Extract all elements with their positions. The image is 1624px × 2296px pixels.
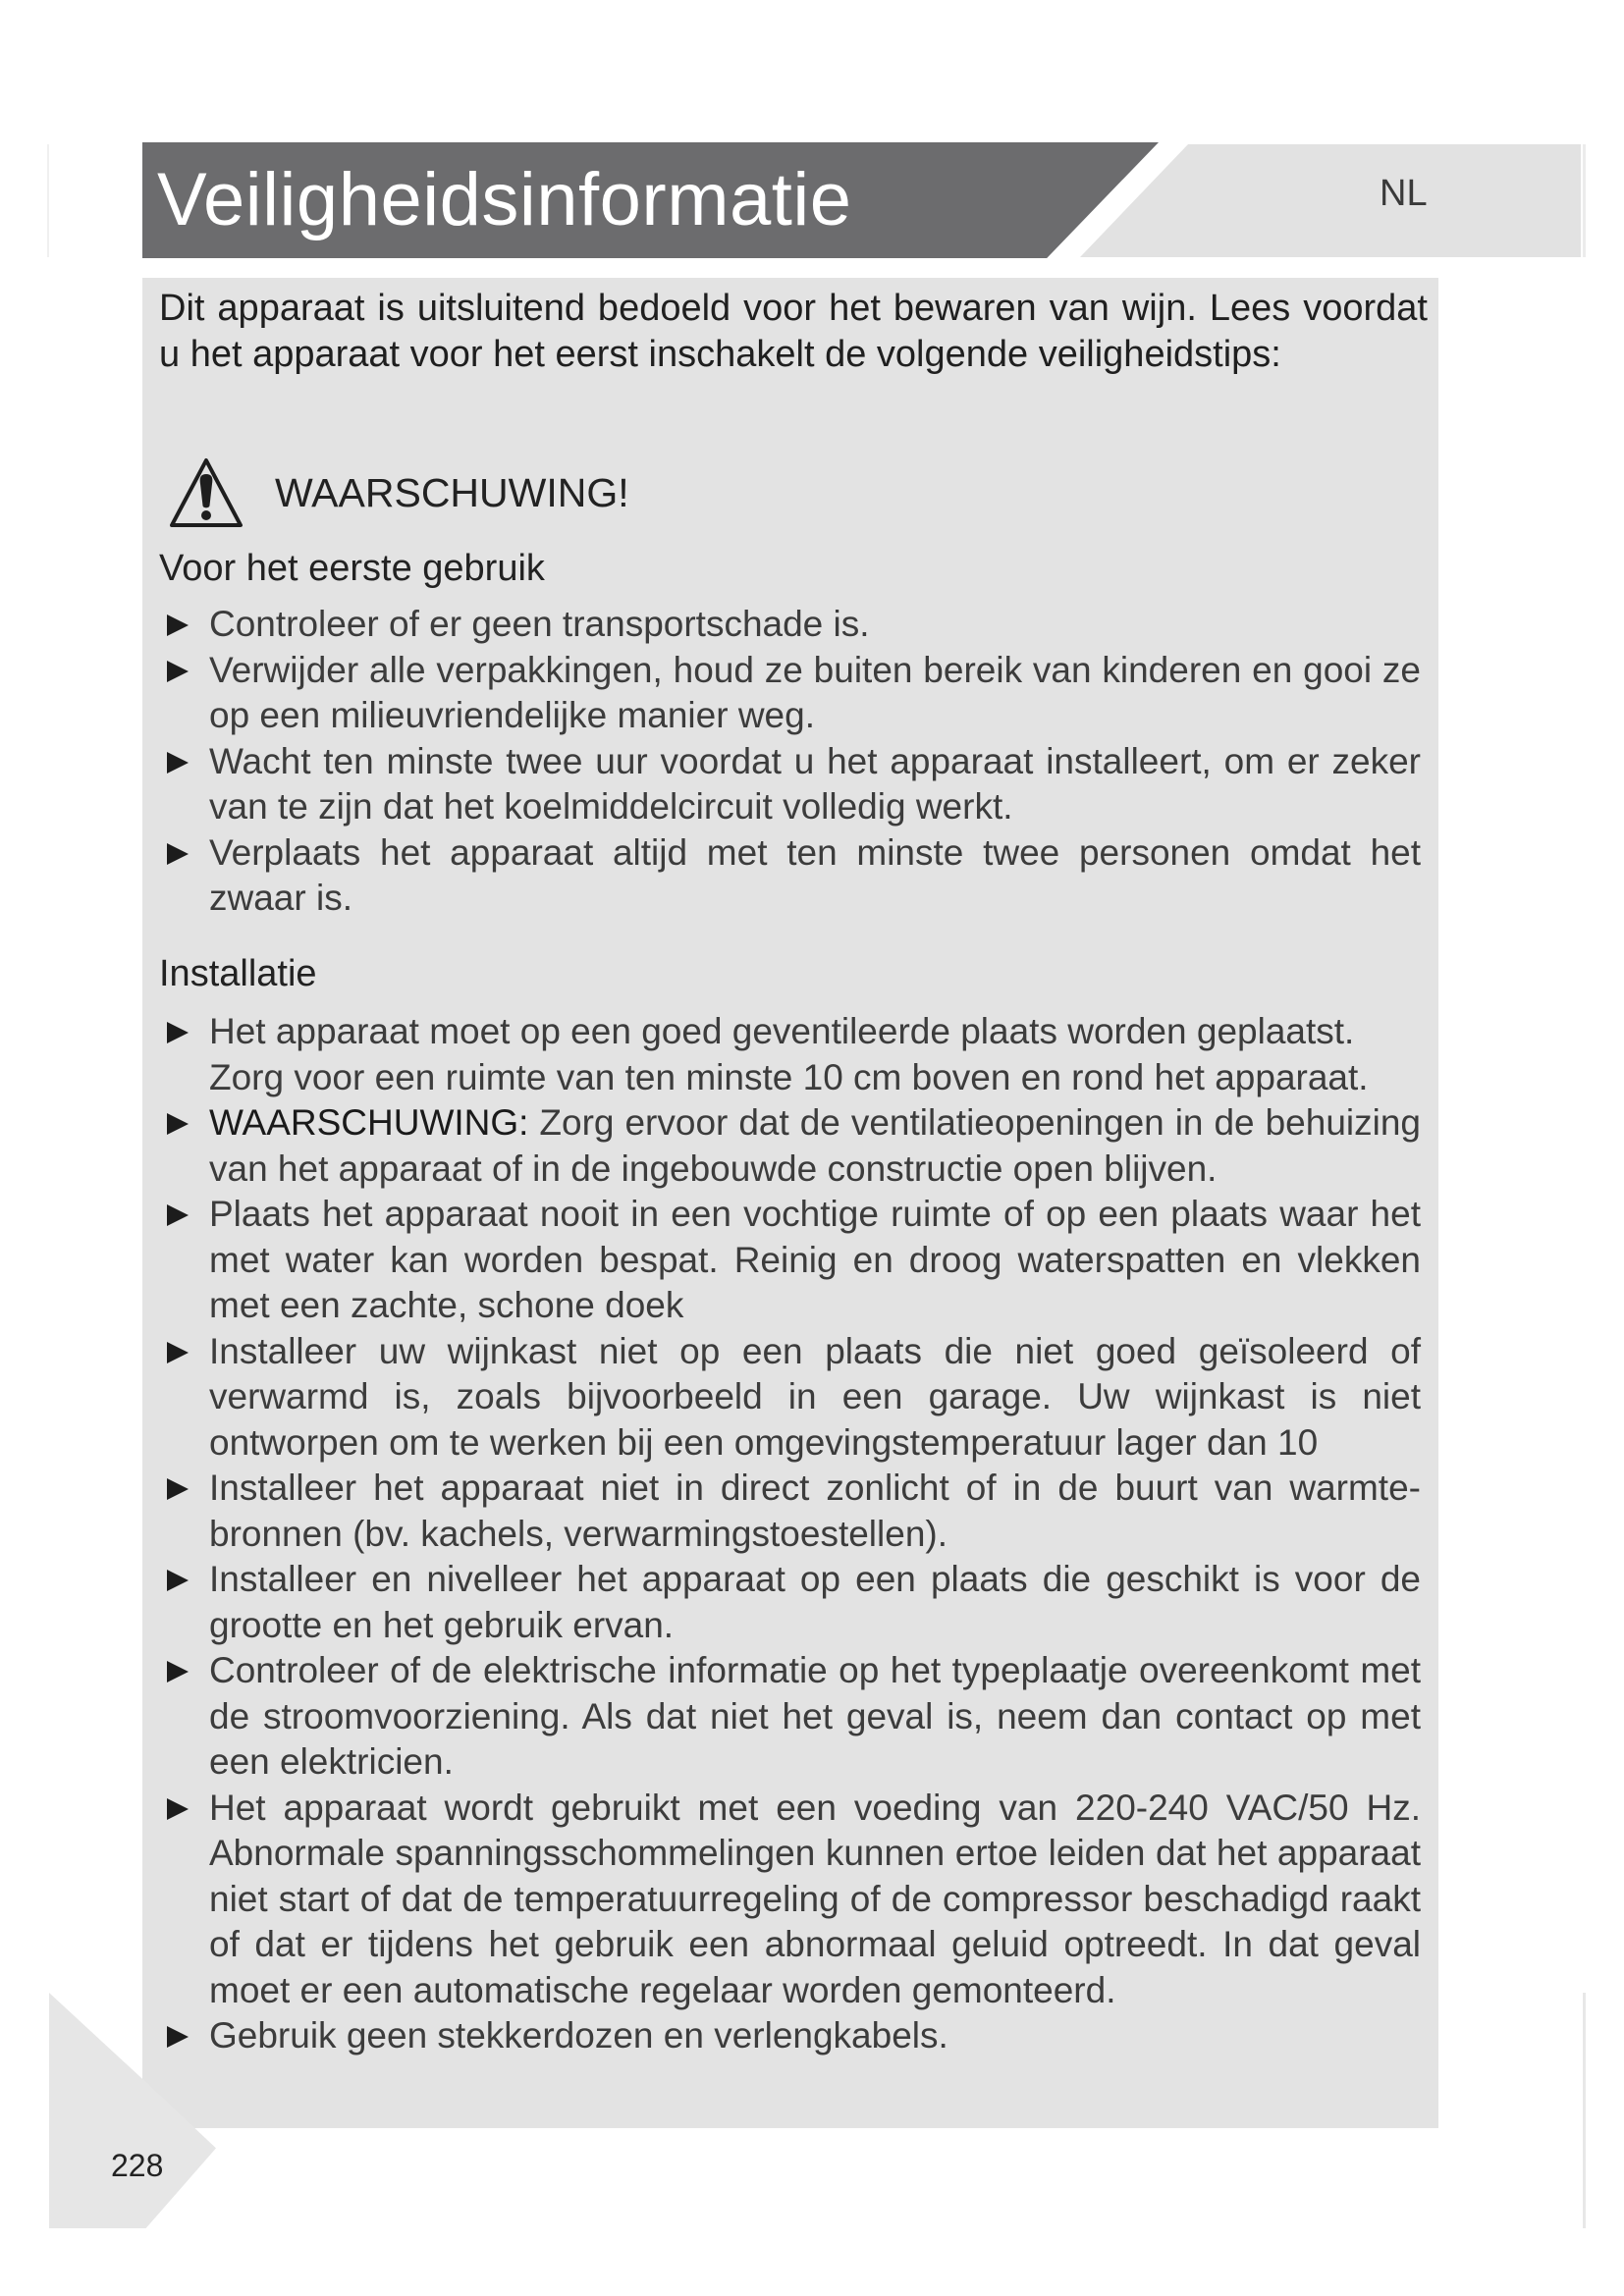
arrow-bullet-icon <box>167 2026 189 2048</box>
page-edge-decoration <box>1583 144 1586 257</box>
list-item: Controleer of er geen transportschade is. <box>142 602 1421 648</box>
warning-label: WAARSCHUWING: <box>209 1102 529 1143</box>
arrow-bullet-icon <box>167 661 189 682</box>
page-edge-decoration <box>47 144 49 257</box>
section-heading-first-use: Voor het eerste gebruik <box>159 548 545 589</box>
installation-list <box>142 1009 1438 2059</box>
list-item: Verplaats het apparaat altijd met ten minste twee personen omdat het zwaar is. <box>142 830 1421 922</box>
arrow-bullet-icon <box>167 843 189 865</box>
intro-text: Dit apparaat is uitsluitend bedoeld voor het bewaren van wijn. Lees voordat u het apparaat voor het eerst inschakelt de volgende veiligheidstips: <box>159 288 1428 375</box>
list-item: Het apparaat wordt gebruikt met een voeding van 220-240 VAC/50 Hz. Abnormale spanningsschommelingen kunnen ertoe leiden dat het apparaat niet start of dat de temperatuurregeling of de compressor beschadigd raakt of dat er tijdens het gebruik een abnormaal geluid optreedt. In dat geval moet er een automatische regelaar worden gemonteerd. <box>142 1786 1421 2014</box>
list-item: Het apparaat moet op een goed geventileerde plaats worden geplaatst. Zorg voor een ruimte van ten minste 10 cm boven en rond het apparaat. <box>142 1009 1421 1100</box>
list-item: Plaats het apparaat nooit in een vochtige ruimte of op een plaats waar het met water kan worden bespat. Reinig en droog waterspatten en vlekken met een zachte, schone doek <box>142 1192 1421 1329</box>
page-edge-decoration <box>1583 1993 1586 2228</box>
list-item: Verwijder alle verpakkingen, houd ze buiten bereik van kinderen en gooi ze op een milieuvriendelijke manier weg. <box>142 648 1421 739</box>
page-title: Veiligheidsinformatie <box>157 158 852 241</box>
arrow-bullet-icon <box>167 614 189 636</box>
list-item: Installeer uw wijnkast niet op een plaats die niet goed geïsoleerd of verwarmd is, zoals bijvoorbeeld in een garage. Uw wijnkast is niet ontworpen om te werken bij een omgevingstemperatuur lager dan 10 <box>142 1329 1421 1467</box>
list-item: WAARSCHUWING: Zorg ervoor dat de ventilatieopeningen in de behuizing van het apparaat of in de ingebouwde constructie open blijven. <box>142 1100 1421 1192</box>
page-number: 228 <box>111 2148 164 2183</box>
arrow-bullet-icon <box>167 1022 189 1043</box>
list-item: Installeer en nivelleer het apparaat op een plaats die geschikt is voor de grootte en het gebruik ervan. <box>142 1557 1421 1648</box>
header-light-band <box>1080 144 1581 257</box>
warning-title: WAARSCHUWING! <box>275 470 629 515</box>
arrow-bullet-icon <box>167 1342 189 1363</box>
arrow-bullet-icon <box>167 1661 189 1682</box>
arrow-bullet-icon <box>167 1113 189 1135</box>
list-item: Gebruik geen stekkerdozen en verlengkabels. <box>142 2013 1421 2059</box>
warning-triangle-icon <box>167 454 245 533</box>
arrow-bullet-icon <box>167 1478 189 1500</box>
arrow-bullet-icon <box>167 752 189 774</box>
arrow-bullet-icon <box>167 1204 189 1226</box>
safety-content-panel <box>142 278 1438 2128</box>
first-use-list <box>142 602 1438 922</box>
language-code: NL <box>1380 173 1428 214</box>
section-heading-installation: Installatie <box>159 953 317 994</box>
arrow-bullet-icon <box>167 1798 189 1820</box>
list-item: Wacht ten minste twee uur voordat u het apparaat installeert, om er zeker van te zijn dat het koelmiddelcircuit volledig werkt. <box>142 739 1421 830</box>
list-item: Controleer of de elektrische informatie op het typeplaatje overeenkomt met de stroomvoorziening. Als dat niet het geval is, neem dan contact op met een elektricien. <box>142 1648 1421 1786</box>
arrow-bullet-icon <box>167 1570 189 1591</box>
list-item: Installeer het apparaat niet in direct zonlicht of in de buurt van warmtebronnen (bv. kachels, verwarmingstoestellen). <box>142 1466 1421 1557</box>
